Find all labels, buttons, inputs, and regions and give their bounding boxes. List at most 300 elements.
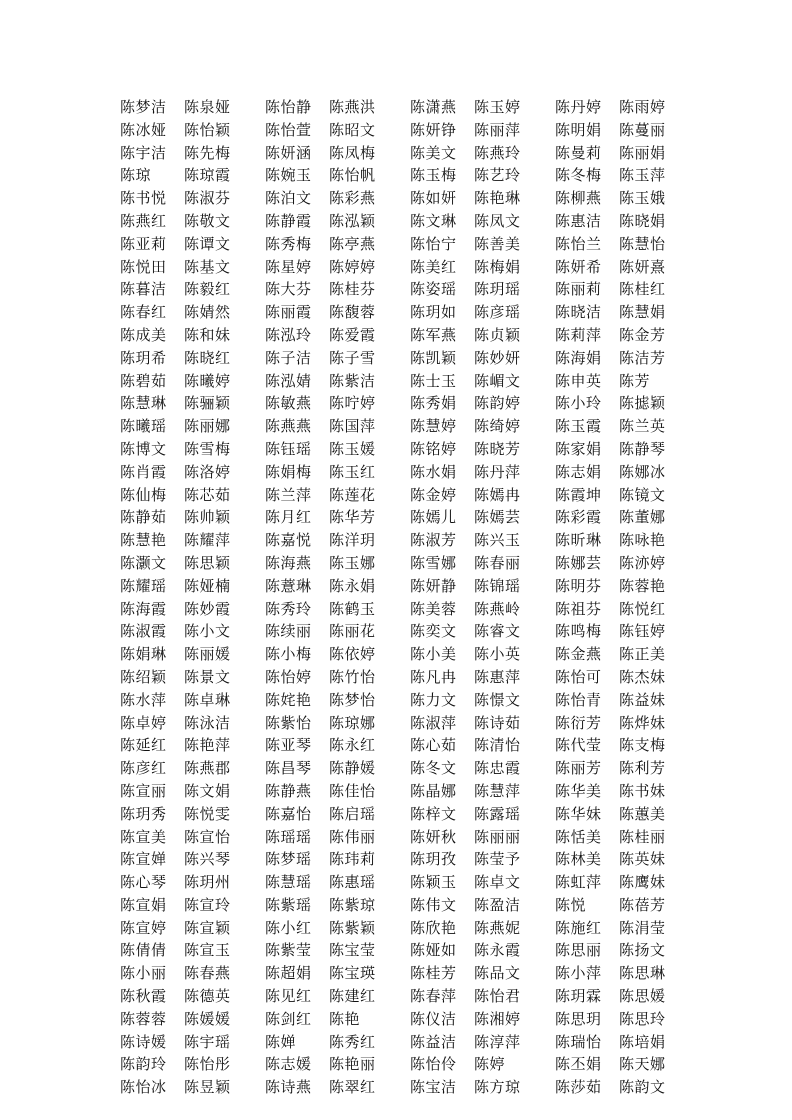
name-entry: 陈金婷 bbox=[410, 485, 457, 504]
name-row bbox=[120, 780, 680, 803]
name-entry: 陈静燕 bbox=[265, 781, 312, 800]
name-entry: 陈咛婷 bbox=[329, 394, 376, 413]
name-entry: 陈林美 bbox=[555, 850, 602, 869]
name-entry: 陈春萍 bbox=[410, 987, 457, 1006]
name-entry: 陈艺玲 bbox=[474, 166, 521, 185]
name-entry: 陈蓉艳 bbox=[619, 576, 666, 595]
name-entry: 陈成美 bbox=[120, 325, 167, 344]
name-entry: 陈静茹 bbox=[120, 508, 167, 527]
name-entry: 陈利芳 bbox=[619, 759, 666, 778]
name-entry: 陈伟丽 bbox=[329, 827, 376, 846]
name-entry: 陈兴琴 bbox=[184, 850, 231, 869]
name-row bbox=[120, 939, 680, 962]
name-entry: 陈妍铮 bbox=[410, 120, 457, 139]
name-entry: 陈仪洁 bbox=[410, 1009, 457, 1028]
name-entry: 陈彦红 bbox=[120, 759, 167, 778]
name-row bbox=[120, 142, 680, 165]
name-entry: 陈祖芬 bbox=[555, 599, 602, 618]
name-entry: 陈婵 bbox=[265, 1032, 297, 1051]
name-entry: 陈倩倩 bbox=[120, 941, 167, 960]
name-entry: 陈益洁 bbox=[410, 1032, 457, 1051]
name-entry: 陈晓芳 bbox=[474, 439, 521, 458]
name-entry: 陈钰婷 bbox=[619, 622, 666, 641]
name-entry: 陈桂红 bbox=[619, 280, 666, 299]
name-entry: 陈琼霞 bbox=[184, 166, 231, 185]
name-entry: 陈志娟 bbox=[555, 462, 602, 481]
name-entry: 陈兴玉 bbox=[474, 531, 521, 550]
name-entry: 陈钰瑶 bbox=[265, 439, 312, 458]
name-row bbox=[120, 894, 680, 917]
name-entry: 陈卓琳 bbox=[184, 690, 231, 709]
name-entry: 陈晓洁 bbox=[555, 303, 602, 322]
name-entry: 陈梅娟 bbox=[474, 257, 521, 276]
name-entry: 陈大芬 bbox=[265, 280, 312, 299]
name-entry: 陈延红 bbox=[120, 736, 167, 755]
name-entry: 陈英妹 bbox=[619, 850, 666, 869]
name-entry: 陈思颖 bbox=[184, 553, 231, 572]
name-entry: 陈亭燕 bbox=[329, 234, 376, 253]
name-row bbox=[120, 415, 680, 438]
name-entry: 陈宣玲 bbox=[184, 895, 231, 914]
name-entry: 陈秀娟 bbox=[410, 394, 457, 413]
name-entry: 陈慧琳 bbox=[120, 394, 167, 413]
name-entry: 陈泓婧 bbox=[265, 371, 312, 390]
name-entry: 陈琼 bbox=[120, 166, 152, 185]
name-entry: 陈和妹 bbox=[184, 325, 231, 344]
name-row bbox=[120, 643, 680, 666]
name-entry: 陈续丽 bbox=[265, 622, 312, 641]
name-entry: 陈丽花 bbox=[329, 622, 376, 641]
name-entry: 陈宇瑶 bbox=[184, 1032, 231, 1051]
name-entry: 陈瑶瑶 bbox=[265, 827, 312, 846]
name-entry: 陈暮洁 bbox=[120, 280, 167, 299]
name-entry: 陈小英 bbox=[474, 645, 521, 664]
name-entry: 陈悦 bbox=[555, 895, 587, 914]
name-entry: 陈玥如 bbox=[410, 303, 457, 322]
name-entry: 陈宣怡 bbox=[184, 827, 231, 846]
name-entry: 陈玮莉 bbox=[329, 850, 376, 869]
name-entry: 陈瑞怡 bbox=[555, 1032, 602, 1051]
name-entry: 陈悦田 bbox=[120, 257, 167, 276]
name-entry: 陈玉媛 bbox=[329, 439, 376, 458]
name-entry: 陈玉萍 bbox=[619, 166, 666, 185]
name-entry: 陈颖玉 bbox=[410, 873, 457, 892]
name-entry: 陈嘉怡 bbox=[265, 804, 312, 823]
name-entry: 陈晶娜 bbox=[410, 781, 457, 800]
name-entry: 陈超娟 bbox=[265, 964, 312, 983]
name-entry: 陈雨婷 bbox=[619, 98, 666, 116]
name-entry: 陈秋霞 bbox=[120, 987, 167, 1006]
name-entry: 陈依婷 bbox=[329, 645, 376, 664]
name-entry: 陈昌琴 bbox=[265, 759, 312, 778]
name-row bbox=[120, 803, 680, 826]
name-entry: 陈芳 bbox=[619, 371, 651, 390]
name-row bbox=[120, 871, 680, 894]
name-entry: 陈柳燕 bbox=[555, 189, 602, 208]
name-entry: 陈锦瑶 bbox=[474, 576, 521, 595]
name-entry: 陈鸣梅 bbox=[555, 622, 602, 641]
name-entry: 陈凡冉 bbox=[410, 667, 457, 686]
name-entry: 陈淑芬 bbox=[184, 189, 231, 208]
name-entry: 陈燕妮 bbox=[474, 918, 521, 937]
name-entry: 陈子洁 bbox=[265, 348, 312, 367]
name-entry: 陈鹤玉 bbox=[329, 599, 376, 618]
name-entry: 陈梦瑶 bbox=[265, 850, 312, 869]
name-entry: 陈海娟 bbox=[555, 348, 602, 367]
name-entry: 陈静霞 bbox=[265, 211, 312, 230]
name-entry: 陈惠萍 bbox=[474, 667, 521, 686]
name-entry: 陈方琼 bbox=[474, 1078, 521, 1097]
name-entry: 陈姹艳 bbox=[265, 690, 312, 709]
name-entry: 陈丹婷 bbox=[555, 98, 602, 116]
name-entry: 陈紫洁 bbox=[329, 371, 376, 390]
name-entry: 陈翠红 bbox=[329, 1078, 376, 1097]
name-entry: 陈彩霞 bbox=[555, 508, 602, 527]
name-entry: 陈玉娜 bbox=[329, 553, 376, 572]
name-entry: 陈怡彤 bbox=[184, 1055, 231, 1074]
name-entry: 陈凯颖 bbox=[410, 348, 457, 367]
name-entry: 陈春燕 bbox=[184, 964, 231, 983]
name-entry: 陈悦红 bbox=[619, 599, 666, 618]
name-entry: 陈华妹 bbox=[555, 804, 602, 823]
name-entry: 陈永红 bbox=[329, 736, 376, 755]
name-entry: 陈慧瑶 bbox=[265, 873, 312, 892]
name-entry: 陈建红 bbox=[329, 987, 376, 1006]
name-entry: 陈娟梅 bbox=[265, 462, 312, 481]
name-row bbox=[120, 392, 680, 415]
name-row bbox=[120, 985, 680, 1008]
name-entry: 陈燕燕 bbox=[265, 417, 312, 436]
name-entry: 陈秀红 bbox=[329, 1032, 376, 1051]
name-entry: 陈娜芸 bbox=[555, 553, 602, 572]
name-entry: 陈小梅 bbox=[265, 645, 312, 664]
name-entry: 陈天娜 bbox=[619, 1055, 666, 1074]
name-entry: 陈欣艳 bbox=[410, 918, 457, 937]
name-row bbox=[120, 575, 680, 598]
name-entry: 陈媛媛 bbox=[184, 1009, 231, 1028]
name-entry: 陈玉霞 bbox=[555, 417, 602, 436]
name-entry: 陈梓文 bbox=[410, 804, 457, 823]
name-entry: 陈燕岭 bbox=[474, 599, 521, 618]
name-entry: 陈莲花 bbox=[329, 485, 376, 504]
name-entry: 陈怡伶 bbox=[410, 1055, 457, 1074]
name-entry: 陈静琴 bbox=[619, 439, 666, 458]
name-entry: 陈嫣儿 bbox=[410, 508, 457, 527]
name-entry: 陈谭文 bbox=[184, 234, 231, 253]
name-entry: 陈玥州 bbox=[184, 873, 231, 892]
name-entry: 陈美红 bbox=[410, 257, 457, 276]
name-entry: 陈丽芳 bbox=[555, 759, 602, 778]
name-entry: 陈博文 bbox=[120, 439, 167, 458]
name-entry: 陈玉红 bbox=[329, 462, 376, 481]
name-entry: 陈海霞 bbox=[120, 599, 167, 618]
name-entry: 陈洂婷 bbox=[619, 553, 666, 572]
name-entry: 陈绍颖 bbox=[120, 667, 167, 686]
name-entry: 陈淳萍 bbox=[474, 1032, 521, 1051]
name-entry: 陈韵玲 bbox=[120, 1055, 167, 1074]
name-row bbox=[120, 506, 680, 529]
name-entry: 陈董娜 bbox=[619, 508, 666, 527]
name-entry: 陈思玥 bbox=[555, 1009, 602, 1028]
name-entry: 陈琼娜 bbox=[329, 713, 376, 732]
name-entry: 陈镜文 bbox=[619, 485, 666, 504]
name-entry: 陈宣颖 bbox=[184, 918, 231, 937]
name-entry: 陈景文 bbox=[184, 667, 231, 686]
name-row bbox=[120, 347, 680, 370]
name-entry: 陈彩燕 bbox=[329, 189, 376, 208]
name-entry: 陈摅颖 bbox=[619, 394, 666, 413]
name-entry: 陈冬梅 bbox=[555, 166, 602, 185]
name-entry: 陈小文 bbox=[184, 622, 231, 641]
name-entry: 陈妙妍 bbox=[474, 348, 521, 367]
name-row bbox=[120, 370, 680, 393]
name-entry: 陈惠瑶 bbox=[329, 873, 376, 892]
name-row bbox=[120, 962, 680, 985]
name-entry: 陈昕琳 bbox=[555, 531, 602, 550]
name-entry: 陈金燕 bbox=[555, 645, 602, 664]
name-entry: 陈恬美 bbox=[555, 827, 602, 846]
name-entry: 陈怡萱 bbox=[265, 120, 312, 139]
name-entry: 陈杰妹 bbox=[619, 667, 666, 686]
name-entry: 陈怡可 bbox=[555, 667, 602, 686]
name-entry: 陈耀瑶 bbox=[120, 576, 167, 595]
name-entry: 陈忠霞 bbox=[474, 759, 521, 778]
name-row bbox=[120, 301, 680, 324]
name-entry: 陈善美 bbox=[474, 234, 521, 253]
name-entry: 陈灏文 bbox=[120, 553, 167, 572]
name-entry: 陈嫣冉 bbox=[474, 485, 521, 504]
name-entry: 陈燕郡 bbox=[184, 759, 231, 778]
name-entry: 陈卓婷 bbox=[120, 713, 167, 732]
name-entry: 陈诗燕 bbox=[265, 1078, 312, 1097]
name-entry: 陈凤文 bbox=[474, 211, 521, 230]
name-entry: 陈耀萍 bbox=[184, 531, 231, 550]
name-entry: 陈桂芳 bbox=[410, 964, 457, 983]
name-entry: 陈莹予 bbox=[474, 850, 521, 869]
name-entry: 陈宣婵 bbox=[120, 850, 167, 869]
name-row bbox=[120, 164, 680, 187]
name-entry: 陈亚莉 bbox=[120, 234, 167, 253]
name-row bbox=[120, 278, 680, 301]
name-entry: 陈小萍 bbox=[555, 964, 602, 983]
name-entry: 陈晓红 bbox=[184, 348, 231, 367]
name-entry: 陈霞坤 bbox=[555, 485, 602, 504]
name-entry: 陈丽媛 bbox=[184, 645, 231, 664]
name-entry: 陈慧怡 bbox=[619, 234, 666, 253]
name-entry: 陈肖霞 bbox=[120, 462, 167, 481]
name-entry: 陈玥瑶 bbox=[474, 280, 521, 299]
name-entry: 陈怡婷 bbox=[265, 667, 312, 686]
name-entry: 陈洁芳 bbox=[619, 348, 666, 367]
name-entry: 陈桂丽 bbox=[619, 827, 666, 846]
name-row bbox=[120, 233, 680, 256]
name-entry: 陈紫瑶 bbox=[265, 895, 312, 914]
name-entry: 陈国萍 bbox=[329, 417, 376, 436]
name-entry: 陈德英 bbox=[184, 987, 231, 1006]
name-entry: 陈艳丽 bbox=[329, 1055, 376, 1074]
name-entry: 陈启瑶 bbox=[329, 804, 376, 823]
name-entry: 陈玉娥 bbox=[619, 189, 666, 208]
name-entry: 陈永霞 bbox=[474, 941, 521, 960]
name-entry: 陈咏艳 bbox=[619, 531, 666, 550]
name-entry: 陈婷婷 bbox=[329, 257, 376, 276]
name-entry: 陈益妹 bbox=[619, 690, 666, 709]
name-row bbox=[120, 461, 680, 484]
name-entry: 陈宣美 bbox=[120, 827, 167, 846]
name-entry: 陈玉梅 bbox=[410, 166, 457, 185]
name-entry: 陈燕红 bbox=[120, 211, 167, 230]
name-entry: 陈兰英 bbox=[619, 417, 666, 436]
name-entry: 陈铭婷 bbox=[410, 439, 457, 458]
name-entry: 陈洋玥 bbox=[329, 531, 376, 550]
name-entry: 陈扬文 bbox=[619, 941, 666, 960]
name-row bbox=[120, 324, 680, 347]
name-entry: 陈爱霞 bbox=[329, 325, 376, 344]
name-entry: 陈紫怡 bbox=[265, 713, 312, 732]
name-entry: 陈婷 bbox=[474, 1055, 506, 1074]
name-entry: 陈绮婷 bbox=[474, 417, 521, 436]
name-entry: 陈丽娟 bbox=[619, 143, 666, 162]
name-entry: 陈怡颖 bbox=[184, 120, 231, 139]
name-entry: 陈明娟 bbox=[555, 120, 602, 139]
name-row bbox=[120, 484, 680, 507]
name-entry: 陈玥秀 bbox=[120, 804, 167, 823]
name-entry: 陈丽萍 bbox=[474, 120, 521, 139]
name-entry: 陈曦瑶 bbox=[120, 417, 167, 436]
name-entry: 陈蔓丽 bbox=[619, 120, 666, 139]
name-entry: 陈奕文 bbox=[410, 622, 457, 641]
name-entry: 陈骊颖 bbox=[184, 394, 231, 413]
name-row bbox=[120, 734, 680, 757]
name-row bbox=[120, 1053, 680, 1076]
name-entry: 陈玉婷 bbox=[474, 98, 521, 116]
name-entry: 陈品文 bbox=[474, 964, 521, 983]
name-entry: 陈潇燕 bbox=[410, 98, 457, 116]
name-entry: 陈泊文 bbox=[265, 189, 312, 208]
name-entry: 陈春红 bbox=[120, 303, 167, 322]
name-entry: 陈冰娅 bbox=[120, 120, 167, 139]
name-row bbox=[120, 96, 680, 119]
name-entry: 陈韵婷 bbox=[474, 394, 521, 413]
name-entry: 陈冬文 bbox=[410, 759, 457, 778]
name-entry: 陈怡冰 bbox=[120, 1078, 167, 1097]
name-entry: 陈秀梅 bbox=[265, 234, 312, 253]
name-entry: 陈慧婷 bbox=[410, 417, 457, 436]
name-entry: 陈心茹 bbox=[410, 736, 457, 755]
name-entry: 陈梦怡 bbox=[329, 690, 376, 709]
name-entry: 陈华美 bbox=[555, 781, 602, 800]
name-entry: 陈淑萍 bbox=[410, 713, 457, 732]
name-entry: 陈小红 bbox=[265, 918, 312, 937]
name-entry: 陈秀玲 bbox=[265, 599, 312, 618]
name-entry: 陈玥希 bbox=[120, 348, 167, 367]
name-entry: 陈宝洁 bbox=[410, 1078, 457, 1097]
name-row bbox=[120, 757, 680, 780]
name-entry: 陈明芬 bbox=[555, 576, 602, 595]
name-entry: 陈子雪 bbox=[329, 348, 376, 367]
name-entry: 陈敏燕 bbox=[265, 394, 312, 413]
name-row bbox=[120, 256, 680, 279]
name-entry: 陈诗茹 bbox=[474, 713, 521, 732]
name-row bbox=[120, 210, 680, 233]
name-entry: 陈宣婷 bbox=[120, 918, 167, 937]
name-entry: 陈怡兰 bbox=[555, 234, 602, 253]
name-row bbox=[120, 712, 680, 735]
name-row bbox=[120, 552, 680, 575]
name-entry: 陈烨妹 bbox=[619, 713, 666, 732]
name-entry: 陈海燕 bbox=[265, 553, 312, 572]
name-entry: 陈蓓芳 bbox=[619, 895, 666, 914]
name-row bbox=[120, 529, 680, 552]
name-entry: 陈蓉蓉 bbox=[120, 1009, 167, 1028]
name-entry: 陈怡帆 bbox=[329, 166, 376, 185]
name-entry: 陈毅红 bbox=[184, 280, 231, 299]
name-entry: 陈宣丽 bbox=[120, 781, 167, 800]
name-entry: 陈宝莹 bbox=[329, 941, 376, 960]
name-entry: 陈湘婷 bbox=[474, 1009, 521, 1028]
name-entry: 陈妍静 bbox=[410, 576, 457, 595]
name-entry: 陈金芳 bbox=[619, 325, 666, 344]
name-entry: 陈淑霞 bbox=[120, 622, 167, 641]
name-entry: 陈水娟 bbox=[410, 462, 457, 481]
name-row bbox=[120, 848, 680, 871]
name-row bbox=[120, 187, 680, 210]
name-entry: 陈怡宁 bbox=[410, 234, 457, 253]
name-entry: 陈小美 bbox=[410, 645, 457, 664]
name-entry: 陈泓颖 bbox=[329, 211, 376, 230]
name-entry: 陈思丽 bbox=[555, 941, 602, 960]
name-entry: 陈思玲 bbox=[619, 1009, 666, 1028]
name-entry: 陈妍秋 bbox=[410, 827, 457, 846]
name-entry: 陈惠洁 bbox=[555, 211, 602, 230]
name-entry: 陈月红 bbox=[265, 508, 312, 527]
name-entry: 陈蕙美 bbox=[619, 804, 666, 823]
name-entry: 陈妙霞 bbox=[184, 599, 231, 618]
name-entry: 陈玥孜 bbox=[410, 850, 457, 869]
name-entry: 陈贞颖 bbox=[474, 325, 521, 344]
name-row bbox=[120, 598, 680, 621]
name-entry: 陈士玉 bbox=[410, 371, 457, 390]
name-entry: 陈敬文 bbox=[184, 211, 231, 230]
name-row bbox=[120, 1076, 680, 1099]
name-entry: 陈慧艳 bbox=[120, 531, 167, 550]
name-entry: 陈慧萍 bbox=[474, 781, 521, 800]
name-entry: 陈志媛 bbox=[265, 1055, 312, 1074]
name-entry: 陈卓文 bbox=[474, 873, 521, 892]
name-entry: 陈小丽 bbox=[120, 964, 167, 983]
name-entry: 陈鹰妹 bbox=[619, 873, 666, 892]
name-entry: 陈丽丽 bbox=[474, 827, 521, 846]
name-entry: 陈娟琳 bbox=[120, 645, 167, 664]
name-entry: 陈丽娜 bbox=[184, 417, 231, 436]
name-entry: 陈碧茹 bbox=[120, 371, 167, 390]
name-entry: 陈娅楠 bbox=[184, 576, 231, 595]
name-row bbox=[120, 1031, 680, 1054]
name-entry: 陈妍涵 bbox=[265, 143, 312, 162]
name-entry: 陈紫莹 bbox=[265, 941, 312, 960]
name-entry: 陈家娟 bbox=[555, 439, 602, 458]
name-entry: 陈文娟 bbox=[184, 781, 231, 800]
name-entry: 陈晓娟 bbox=[619, 211, 666, 230]
name-row bbox=[120, 689, 680, 712]
name-entry: 陈慧娟 bbox=[619, 303, 666, 322]
name-entry: 陈文琳 bbox=[410, 211, 457, 230]
name-entry: 陈雪梅 bbox=[184, 439, 231, 458]
name-entry: 陈宣玉 bbox=[184, 941, 231, 960]
name-entry: 陈见红 bbox=[265, 987, 312, 1006]
name-entry: 陈书妹 bbox=[619, 781, 666, 800]
name-entry: 陈曦婷 bbox=[184, 371, 231, 390]
